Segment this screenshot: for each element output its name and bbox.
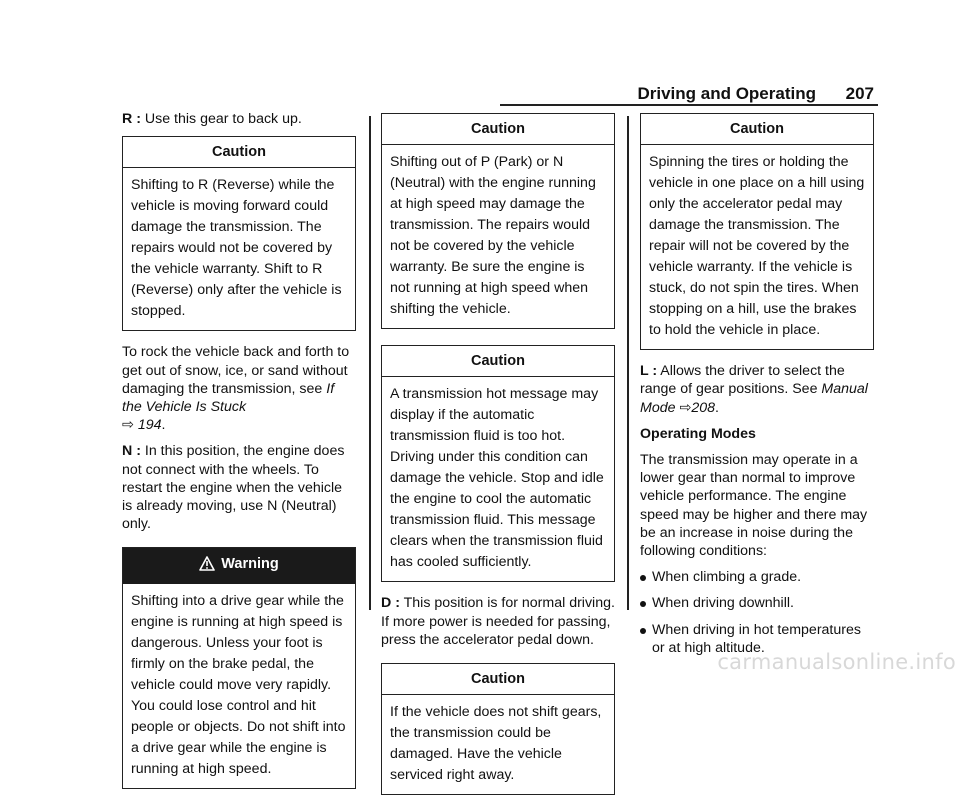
caution-text: Shifting out of P (Park) or N (Neutral) with the engine running at high speed may damage the transmission. The repairs would not be covered by the vehicle warranty. Be sure the engine is not running at high speed when shifting the vehicle.	[390, 154, 596, 318]
manual-mode-link[interactable]: Manual Mode	[640, 381, 868, 416]
page-number: 207	[845, 84, 874, 103]
gear-n-label: N :	[122, 443, 141, 460]
caution-box-hot-fluid	[381, 345, 615, 582]
warning-title: Warning	[221, 556, 279, 573]
bullet-icon	[640, 575, 646, 581]
rock-text: To rock the vehicle back and forth to get out of snow, ice, or sand without damaging the transmission, see	[122, 344, 350, 397]
conditions-list	[640, 568, 874, 657]
caution-text: Spinning the tires or holding the vehicle in one place on a hill using only the accelerator pedal may damage the transmission. The repair will not be covered by the vehicle warranty. If the vehicle is stuck, do not spin the tires. When stopping on a hill, use the brakes to hold the vehicle in place.	[649, 154, 865, 339]
caution-text: Shifting to R (Reverse) while the vehicle is moving forward could damage the transmission. The repairs would not be covered by the vehicle warranty. Shift to R (Reverse) only after the vehicle is stopped.	[131, 177, 342, 320]
warning-triangle-icon	[199, 556, 215, 576]
gear-l-label: L :	[640, 363, 658, 380]
operating-modes-heading: Operating Modes	[640, 425, 756, 442]
warning-title-bar	[123, 548, 355, 583]
gear-n-text: In this position, the engine does not connect with the wheels. To restart the engine when the vehicle is already moving, use N (Neutral) only.	[122, 443, 345, 533]
watermark-text: carmanualsonline.info	[717, 650, 956, 674]
gear-d-label: D :	[381, 595, 400, 612]
page-ref-icon: ⇨	[679, 399, 692, 416]
header-rule	[500, 104, 878, 106]
column-3	[640, 113, 874, 665]
gear-r-text: Use this gear to back up.	[144, 111, 302, 127]
gear-d-text: This position is for normal driving.	[403, 595, 615, 612]
operating-modes-text: The transmission may operate in a lower gear than normal to improve vehicle performance. The engine speed may be higher and there may be an increase in noise during the following conditions:	[640, 452, 868, 560]
gear-r-paragraph	[122, 110, 356, 128]
rock-page-link[interactable]: 194	[137, 417, 162, 434]
caution-title: Caution	[641, 114, 873, 145]
caution-text: A transmission hot message may display if the automatic transmission fluid is too hot. Driving under this condition can damage the vehicle. Stop and idle the engine to cool the automatic transmission fluid. This message clears when the transmission fluid has cooled sufficiently.	[390, 386, 604, 571]
caution-text: If the vehicle does not shift gears, the transmission could be damaged. Have the vehicle serviced right away.	[390, 704, 602, 784]
list-item: When driving in hot temperatures or at high altitude.	[640, 621, 874, 657]
list-item: When driving downhill.	[640, 594, 874, 612]
list-item: When climbing a grade.	[640, 568, 874, 586]
column-2	[381, 113, 615, 807]
gear-n-paragraph	[122, 442, 356, 533]
gear-d-paragraph	[381, 594, 615, 649]
warning-text: Shifting into a drive gear while the engine is running at high speed is dangerous. Unless your foot is firmly on the brake pedal, the vehicle could move very rapidly. You could lose control and hit people or objects. Do not shift into a drive gear while the engine is running at high speed.	[131, 592, 346, 777]
passing-text: If more power is needed for passing, press the accelerator pedal down.	[381, 613, 611, 648]
section-title: Driving and Operating	[637, 84, 816, 103]
rock-reference-link[interactable]: If the Vehicle Is Stuck	[122, 380, 335, 416]
caution-box-reverse	[122, 136, 356, 331]
caution-box-spinning	[640, 113, 874, 350]
gear-r-label: R :	[122, 111, 141, 127]
caution-title: Caution	[382, 346, 614, 377]
column-divider-1	[369, 116, 371, 610]
caution-title: Caution	[382, 664, 614, 695]
caution-box-no-shift	[381, 663, 615, 795]
gear-l-paragraph: L : Allows the driver to select the range of gear positions. See Manual Mode ⇨208.	[640, 363, 868, 416]
warning-box	[122, 547, 356, 788]
gear-l-text: Allows the driver to select the range of gear positions. See	[640, 363, 845, 398]
column-divider-2	[627, 116, 629, 610]
caution-title: Caution	[382, 114, 614, 145]
caution-box-park-neutral	[381, 113, 615, 329]
bullet-icon	[640, 628, 646, 634]
bullet-icon	[640, 601, 646, 607]
caution-title: Caution	[123, 137, 355, 168]
manual-mode-page-link[interactable]: 208	[691, 399, 716, 416]
rock-vehicle-paragraph: To rock the vehicle back and forth to get out of snow, ice, or sand without damaging the transmission, see If the Vehicle Is Stuck ⇨ 194.	[122, 344, 350, 434]
page-ref-icon: ⇨	[122, 417, 134, 434]
column-1	[122, 110, 356, 801]
